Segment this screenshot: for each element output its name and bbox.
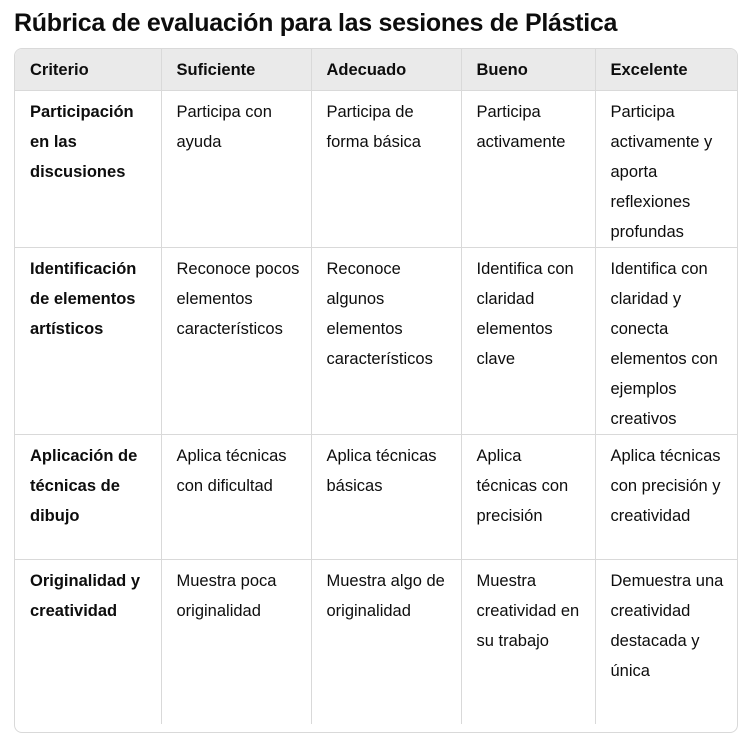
header-bueno: Bueno bbox=[461, 49, 595, 90]
header-adecuado: Adecuado bbox=[311, 49, 461, 90]
table-cell: Participa activamente bbox=[461, 90, 595, 247]
table-cell: Demuestra una creatividad destacada y única bbox=[610, 571, 724, 680]
header-criterio: Criterio bbox=[15, 49, 161, 90]
table-cell: Participa con ayuda bbox=[161, 90, 311, 247]
criterion-cell: Aplicación de técnicas de dibujo bbox=[15, 434, 161, 559]
table-cell: Muestra poca originalidad bbox=[161, 559, 311, 724]
table-cell: Muestra creatividad en su trabajo bbox=[461, 559, 595, 724]
table-cell: Aplica técnicas con precisión y creatividad bbox=[595, 434, 737, 559]
table-cell: Participa activamente y aporta reflexiones profundas bbox=[595, 90, 737, 247]
table-cell: Reconoce pocos elementos característicos bbox=[161, 247, 311, 434]
table-cell: Muestra algo de originalidad bbox=[311, 559, 461, 724]
table-row bbox=[15, 434, 737, 559]
table-cell: Reconoce algunos elementos característicos bbox=[311, 247, 461, 434]
table-row bbox=[15, 559, 737, 724]
rubric-table-container bbox=[14, 48, 738, 733]
criterion-cell: Identificación de elementos artísticos bbox=[15, 247, 161, 434]
criterion-cell: Participación en las discusiones bbox=[15, 90, 161, 247]
table-cell: Identifica con claridad y conecta elementos con ejemplos creativos bbox=[595, 247, 737, 434]
criterion-cell: Originalidad y creatividad bbox=[15, 559, 161, 724]
table-row bbox=[15, 247, 737, 434]
header-excelente: Excelente bbox=[595, 49, 737, 90]
rubric-table bbox=[15, 49, 737, 724]
table-cell: Aplica técnicas básicas bbox=[311, 434, 461, 559]
table-header-row bbox=[15, 49, 737, 90]
header-suficiente: Suficiente bbox=[161, 49, 311, 90]
page-title: Rúbrica de evaluación para las sesiones de Plástica bbox=[14, 9, 618, 37]
table-cell: Participa de forma básica bbox=[311, 90, 461, 247]
table-cell: Identifica con claridad elementos clave bbox=[461, 247, 595, 434]
table-row bbox=[15, 90, 737, 247]
table-cell: Aplica técnicas con dificultad bbox=[161, 434, 311, 559]
table-cell: Aplica técnicas con precisión bbox=[461, 434, 595, 559]
